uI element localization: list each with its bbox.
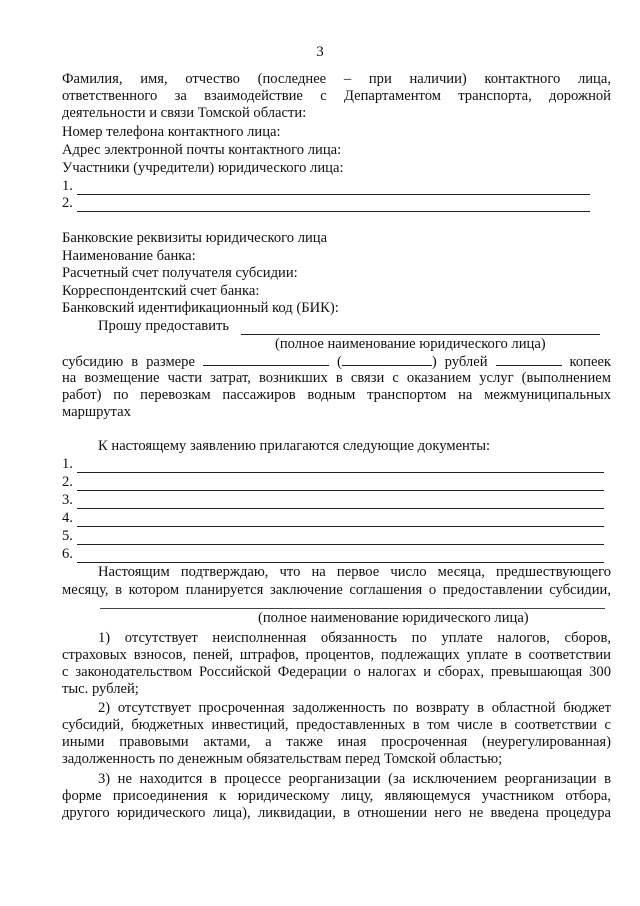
item-3-line-1: 3) не находится в процессе реорганизации (за исключением реорганизации в (98, 771, 611, 787)
founder-input-line[interactable] (77, 181, 590, 195)
item-3-line-3: другого юридического лица), ликвидации, в отношении него не введена процедура (62, 805, 611, 821)
document-field-3[interactable] (62, 492, 604, 509)
document-number: 3. (62, 492, 73, 508)
document-number: 4. (62, 510, 73, 526)
document-field-5[interactable] (62, 528, 604, 545)
item-1-line-3: с законодательством Российской Федерации о налогах и сборах, превышающая 300 (62, 664, 611, 680)
paren-open: ( (336, 354, 342, 370)
document-field-1[interactable] (62, 456, 604, 473)
purpose-line-2: работ) по перевозкам пассажиров водным транспортом на межмуниципальных (62, 387, 611, 403)
kopecks-text: копеек (569, 354, 612, 370)
document-number: 1. (62, 456, 73, 472)
bik-label: Банковский идентификационный код (БИК): (62, 300, 339, 316)
founder-number: 2. (62, 195, 73, 211)
document-input-line[interactable] (77, 549, 604, 563)
request-text: Прошу предоставить (98, 318, 230, 334)
request-line (98, 318, 600, 335)
founder-field-1[interactable] (62, 178, 590, 195)
account-label: Расчетный счет получателя субсидии: (62, 265, 298, 281)
contact-fio-line-3: деятельности и связи Томской области: (62, 105, 307, 121)
document-field-2[interactable] (62, 474, 604, 491)
document-input-line[interactable] (77, 459, 604, 473)
item-3-line-2: форме присоединения к юридическому лицу, являющемуся участником отбора, (62, 788, 611, 804)
document-input-line[interactable] (77, 531, 604, 545)
bank-heading: Банковские реквизиты юридического лица (62, 230, 328, 246)
item-1-line-4: тыс. рублей; (62, 681, 139, 697)
subsidy-prefix: субсидию в размере (62, 354, 195, 370)
org-name-input-line-2[interactable] (100, 608, 605, 609)
item-1-line-1: 1) отсутствует неисполненная обязанность по уплате налогов, сборов, (98, 630, 611, 646)
page-number: 3 (316, 44, 324, 60)
documents-heading: К настоящему заявлению прилагаются следующие документы: (98, 438, 491, 454)
item-1-line-2: страховых взносов, пеней, штрафов, процентов, подлежащих уплате в соответствии (62, 647, 611, 663)
subsidy-line (62, 353, 611, 370)
email-label: Адрес электронной почты контактного лица: (62, 142, 342, 158)
document-field-6[interactable] (62, 546, 604, 563)
amount-words-input-line[interactable] (342, 353, 432, 366)
rubles-text: ) рублей (431, 354, 488, 370)
document-input-line[interactable] (77, 495, 604, 509)
item-2-line-4: задолженность по денежным обязательствам перед Томской областью; (62, 751, 503, 767)
org-name-input-line[interactable] (241, 321, 600, 335)
founders-label: Участники (учредители) юридического лица: (62, 160, 344, 176)
founder-number: 1. (62, 178, 73, 194)
document-input-line[interactable] (77, 513, 604, 527)
amount-input-line[interactable] (203, 353, 329, 366)
confirm-line-2: месяцу, в котором планируется заключение соглашения о предоставлении субсидии, (62, 582, 611, 598)
item-2-line-3: иными правовыми актами, а также иная просроченная (неурегулированная) (62, 734, 611, 750)
corr-account-label: Корреспондентский счет банка: (62, 283, 260, 299)
document-field-4[interactable] (62, 510, 604, 527)
founder-field-2[interactable] (62, 195, 590, 212)
purpose-line-3: маршрутах (62, 404, 131, 420)
item-2-line-1: 2) отсутствует просроченная задолженность по возврату в областной бюджет (98, 700, 611, 716)
founder-input-line[interactable] (77, 198, 590, 212)
kopecks-input-line[interactable] (496, 353, 562, 366)
document-number: 2. (62, 474, 73, 490)
purpose-line-1: на возмещение части затрат, возникших в связи с оказанием услуг (выполнением (62, 370, 611, 386)
document-input-line[interactable] (77, 477, 604, 491)
item-2-line-2: субсидий, бюджетных инвестиций, предоставленных в том числе в соответствии с (62, 717, 611, 733)
org-name-caption: (полное наименование юридического лица) (275, 336, 546, 352)
confirm-line-1: Настоящим подтверждаю, что на первое число месяца, предшествующего (98, 564, 611, 580)
contact-fio-line-1: Фамилия, имя, отчество (последнее – при наличии) контактного лица, (62, 71, 611, 87)
contact-fio-line-2: ответственного за взаимодействие с Департаментом транспорта, дорожной (62, 88, 611, 104)
document-number: 6. (62, 546, 73, 562)
bank-name-label: Наименование банка: (62, 248, 196, 264)
org-name-caption-2: (полное наименование юридического лица) (258, 610, 529, 626)
phone-label: Номер телефона контактного лица: (62, 124, 281, 140)
document-number: 5. (62, 528, 73, 544)
